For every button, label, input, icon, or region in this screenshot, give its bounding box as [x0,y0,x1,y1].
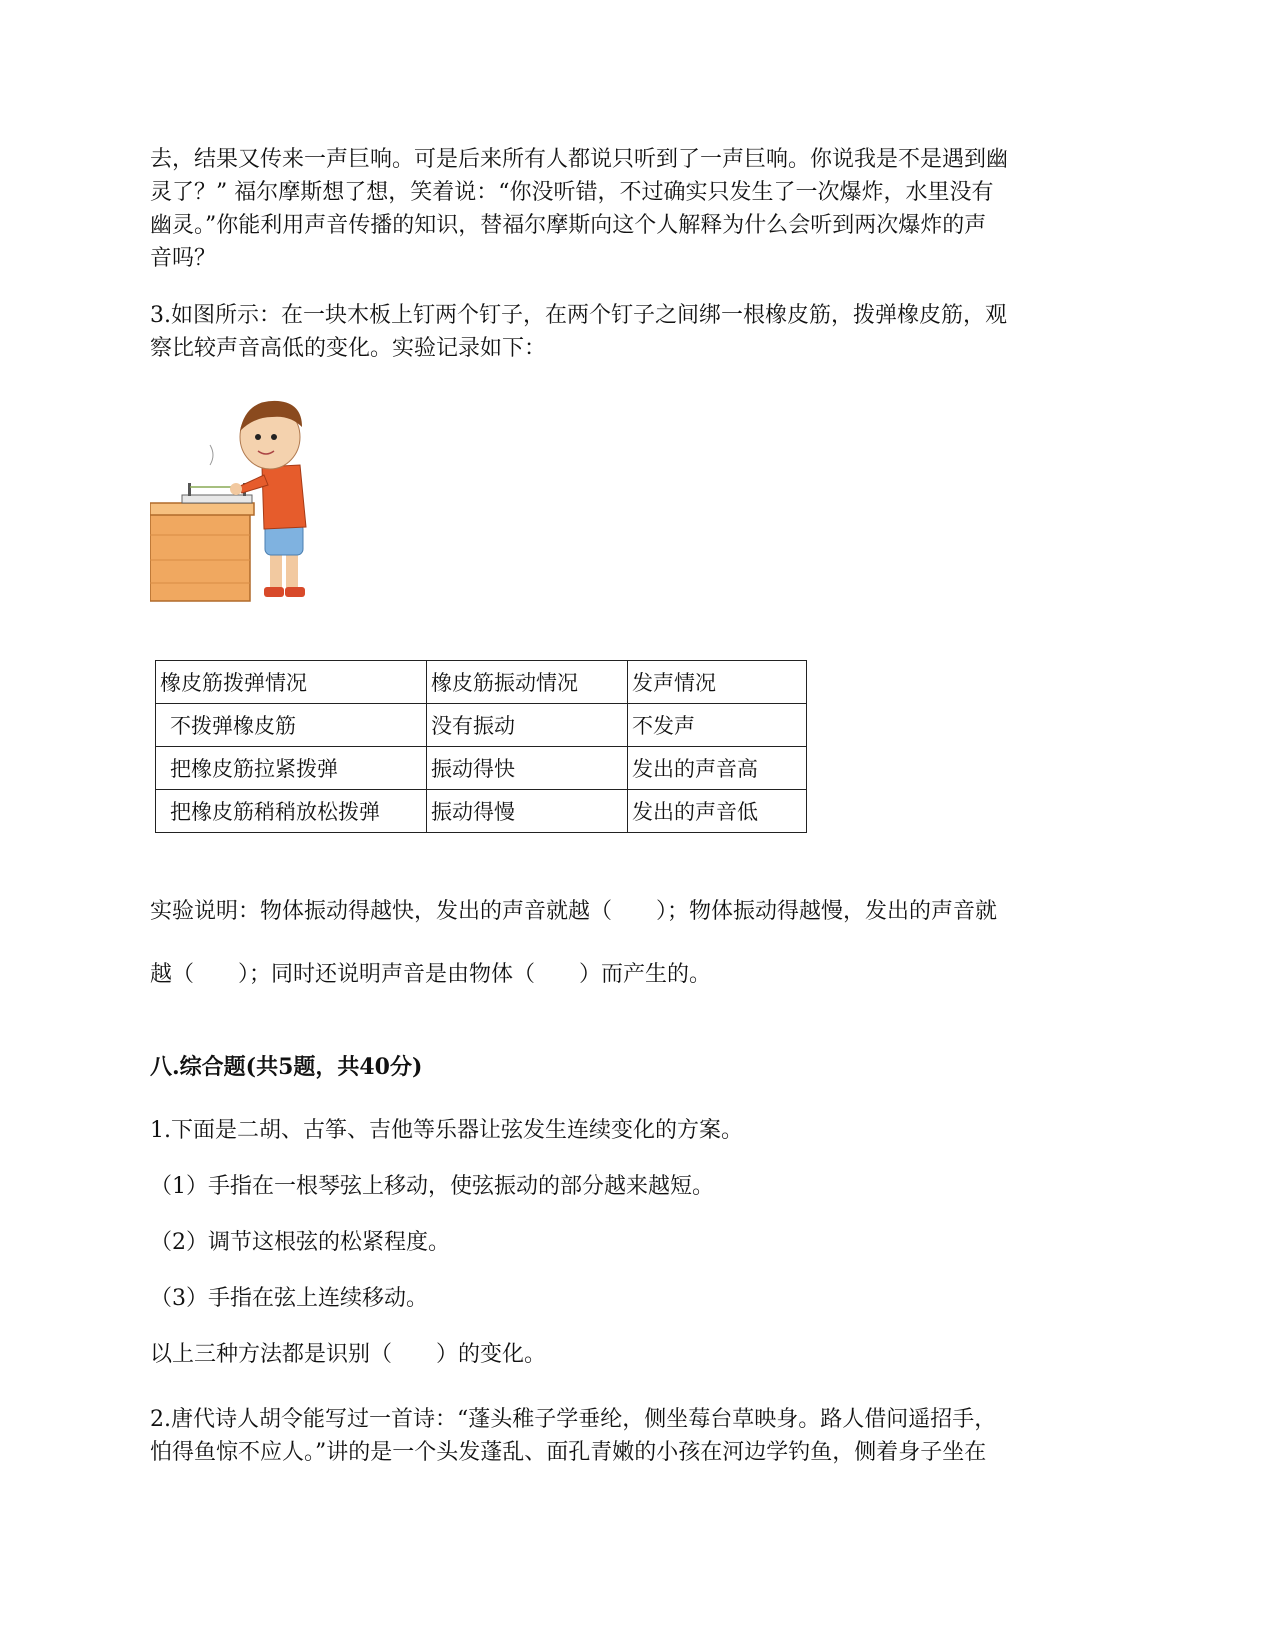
column-header: 橡皮筋振动情况 [427,661,628,704]
text-line: （3）手指在弦上连续移动。 [150,1286,428,1311]
q2-continuation-paragraph [150,143,1130,275]
table-row [156,747,807,790]
text-line: 越（ ）；同时还说明声音是由物体（ ）而产生的。 [150,962,712,987]
text-line: 音吗？ [150,246,217,271]
text-line: 2.唐代诗人胡令能写过一首诗：“蓬头稚子学垂纶，侧坐莓台草映身。路人借问遥招手， [150,1407,997,1432]
section8-q1-item [150,1170,1130,1203]
section8-q1-item [150,1226,1130,1259]
table-cell: 不拨弹橡皮筋 [156,704,427,747]
text-line: 3.如图所示：在一块木板上钉两个钉子，在两个钉子之间绑一根橡皮筋，拨弹橡皮筋，观 [150,303,1007,328]
text-line: （2）调节这根弦的松紧程度。 [150,1230,450,1255]
table-cell: 没有振动 [427,704,628,747]
text-line: 去，结果又传来一声巨响。可是后来所有人都说只听到了一声巨响。你说我是不是遇到幽 [150,147,1009,172]
section8-q2-paragraph [150,1403,1130,1469]
section8-q1-item [150,1282,1130,1315]
section-title: 八.综合题(共5题，共40分) [150,1054,423,1080]
section8-q1-stem [150,1114,1130,1147]
table-cell: 发出的声音高 [628,747,807,790]
boy-plucking-rubber-band-illustration [150,395,312,605]
text-line: 1.下面是二胡、古筝、吉他等乐器让弦发生连续变化的方案。 [150,1118,743,1143]
column-header: 橡皮筋拨弹情况 [156,661,427,704]
text-line: 幽灵。”你能利用声音传播的知识，替福尔摩斯向这个人解释为什么会听到两次爆炸的声 [150,213,987,238]
text-line: 察比较声音高低的变化。实验记录如下： [150,336,547,361]
text-line: 以上三种方法都是识别（ ）的变化。 [150,1342,547,1367]
table-cell: 不发声 [628,704,807,747]
experiment-explanation-line-1 [150,895,1130,928]
experiment-record-table [155,660,807,833]
text-line: （1）手指在一根琴弦上移动，使弦振动的部分越来越短。 [150,1174,714,1199]
table-row [156,790,807,833]
text-line: 灵了？” 福尔摩斯想了想，笑着说：“你没听错，不过确实只发生了一次爆炸，水里没有 [150,180,994,205]
table-row [156,704,807,747]
table-cell: 把橡皮筋拉紧拨弹 [156,747,427,790]
section-heading [150,1051,1130,1084]
table-cell: 振动得快 [427,747,628,790]
q3-stem [150,299,1130,365]
text-line: 怕得鱼惊不应人。”讲的是一个头发蓬乱、面孔青嫩的小孩在河边学钓鱼，侧着身子坐在 [150,1440,987,1465]
experiment-explanation-line-2 [150,958,1130,991]
table-cell: 发出的声音低 [628,790,807,833]
table-header-row [156,661,807,704]
text-line: 实验说明：物体振动得越快，发出的声音就越（ ）；物体振动得越慢，发出的声音就 [150,899,998,924]
table-cell: 把橡皮筋稍稍放松拨弹 [156,790,427,833]
section8-q1-ask [150,1338,1130,1371]
table-cell: 振动得慢 [427,790,628,833]
column-header: 发声情况 [628,661,807,704]
